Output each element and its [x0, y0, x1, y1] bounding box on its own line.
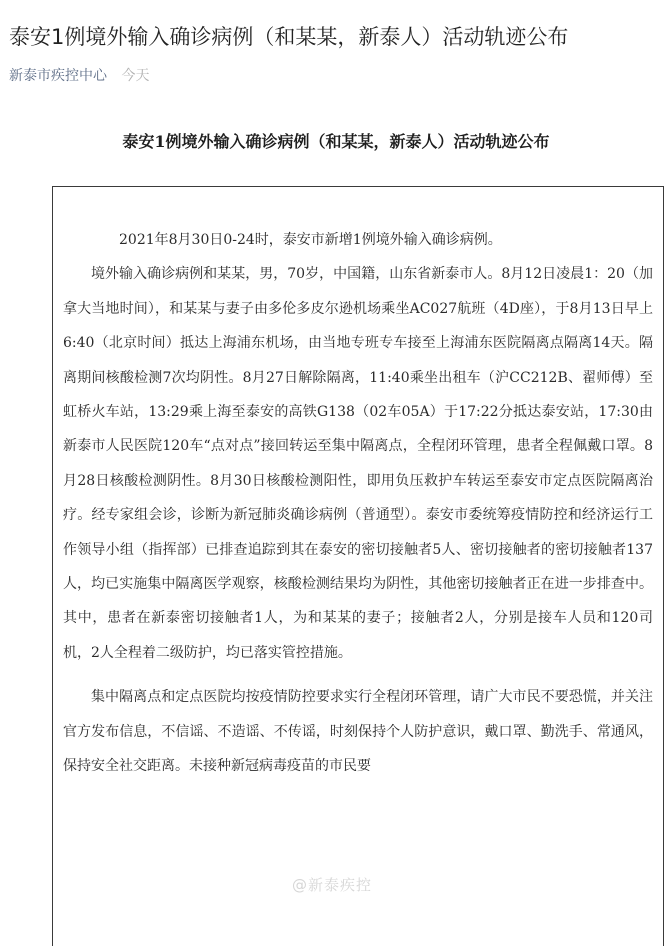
article-date: 今天 [121, 68, 150, 84]
watermark: @新泰疾控 [292, 876, 373, 894]
article-source-link[interactable]: 新泰市疾控中心 [9, 68, 107, 84]
document-paragraph: 2021年8月30日0-24时，泰安市新增1例境外输入确诊病例。 [119, 232, 502, 248]
document-paragraph: 境外输入确诊病例和某某，男，70岁，中国籍，山东省新泰市人。8月12日凌晨1：20（加拿大当地时间），和某某与妻子由多伦多皮尔逊机场乘坐AC027航班（4D座），于8月13日早上6:40（北京时间）抵达上海浦东机场，由当地专班专车接至上海浦东医院隔离点隔离14天。隔离期间核酸检测7次均阴性。8月27日解除隔离，11:40乘坐出租车（沪CC212B、翟师傅）至虹桥火车站，13:29乘上海至泰安的高铁G138（02车05A）于17:22分抵达泰安站，17:30由新泰市人民医院120车“点对点”接回转运至集中隔离点，全程闭环管理，患者全程佩戴口罩。8月28日核酸检测阴性。8月30日核酸检测阳性，即用负压救护车转运至泰安市定点医院隔离治疗。经专家组会诊，诊断为新冠肺炎确诊病例（普通型）。泰安市委统筹疫情防控和经济运行工作领导小组（指挥部）已排查追踪到其在泰安的密切接触者5人、密切接触者的密切接触者137人，均已实施集中隔离医学观察，核酸检测结果均为阴性，其他密切接触者正在进一步排查中。其中，患者在新泰密切接触者1人，为和某某的妻子；接触者2人，分别是接车人员和120司机，2人全程着二级防护，均已落实管控措施。 [63, 266, 653, 661]
article-title: 泰安1例境外输入确诊病例（和某某，新泰人）活动轨迹公布 [9, 25, 569, 49]
document-body [52, 186, 664, 946]
article-meta [9, 66, 149, 86]
document-paragraph: 集中隔离点和定点医院均按疫情防控要求实行全程闭环管理，请广大市民不要恐慌，并关注官方发布信息，不信谣、不造谣、不传谣，时刻保持个人防护意识，戴口罩、勤洗手、常通风，保持安全社交距离。未接种新冠病毒疫苗的市民要 [63, 689, 653, 775]
document-title: 泰安1例境外输入确诊病例（和某某，新泰人）活动轨迹公布 [122, 132, 550, 151]
